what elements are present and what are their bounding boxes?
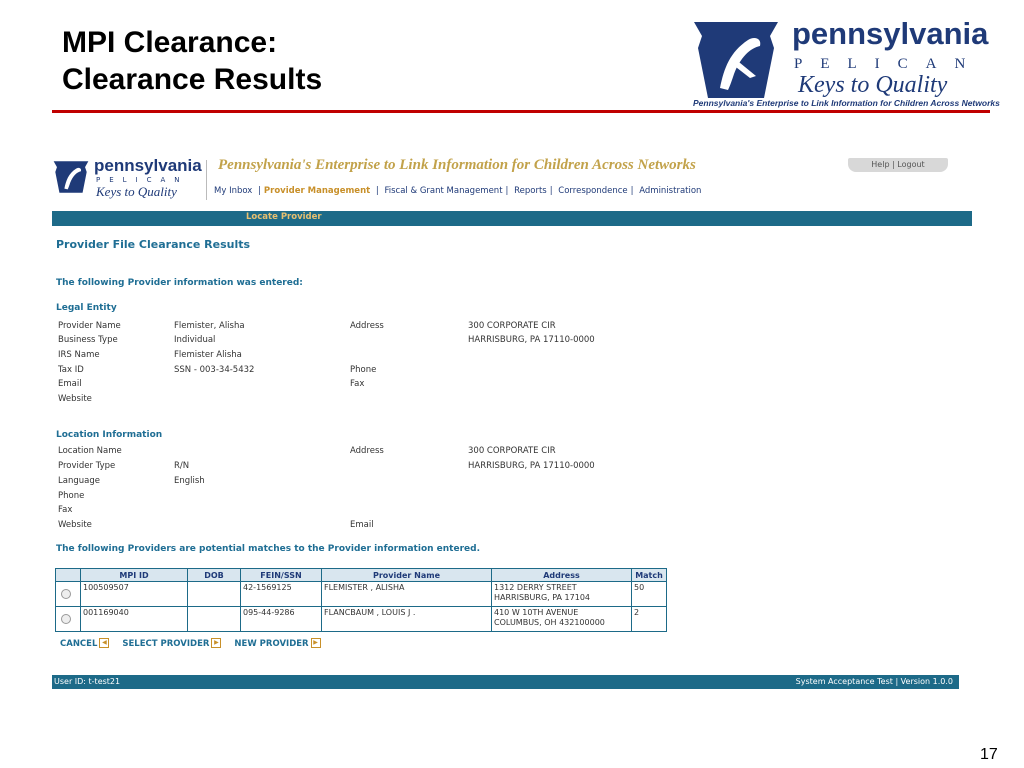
website-label: Website (58, 394, 92, 404)
brand-pelican: PELICAN (794, 56, 984, 72)
select-provider-button[interactable] (122, 639, 221, 649)
address-line2: HARRISBURG, PA 17104 (494, 593, 591, 602)
address-cell (492, 607, 632, 632)
address-line1: 1312 DERRY STREET (494, 583, 577, 592)
irs-name-value: Flemister Alisha (174, 350, 242, 360)
phone-label: Phone (350, 365, 377, 375)
app-screenshot (52, 150, 972, 695)
app-footer (52, 675, 959, 689)
provider-name-cell: FLANCBAUM , LOUIS J . (322, 607, 492, 632)
location-website-label: Website (58, 520, 92, 530)
nav-separator: | (630, 186, 634, 196)
main-nav (214, 186, 704, 196)
nav-my-inbox[interactable]: My Inbox (214, 186, 253, 196)
provider-type-label: Provider Type (58, 461, 116, 471)
col-header-dob: DOB (188, 569, 241, 582)
nav-provider-management[interactable]: Provider Management (263, 186, 371, 196)
dob-cell (188, 607, 241, 632)
email-label: Email (58, 379, 82, 389)
nav-separator: | (375, 186, 379, 196)
select-provider-label: SELECT PROVIDER (122, 638, 210, 649)
match-cell: 50 (632, 582, 667, 607)
slide-title-line1: MPI Clearance: (62, 26, 278, 59)
address-cell (492, 582, 632, 607)
location-fax-label: Fax (58, 505, 73, 515)
nav-correspondence[interactable]: Correspondence (558, 186, 628, 196)
matches-heading: The following Providers are potential matches to the Provider information entered. (56, 544, 480, 554)
language-label: Language (58, 476, 100, 486)
address-label: Address (350, 321, 384, 331)
select-radio[interactable] (61, 589, 71, 599)
location-phone-label: Phone (58, 491, 85, 501)
select-radio[interactable] (61, 614, 71, 624)
app-logo[interactable] (52, 156, 202, 206)
col-header-match: Match (632, 569, 667, 582)
help-logout-link[interactable]: Help | Logout (848, 158, 948, 172)
nav-fiscal-grant[interactable]: Fiscal & Grant Management (384, 186, 503, 196)
mpi-id-cell: 001169040 (81, 607, 188, 632)
table-row[interactable] (56, 607, 667, 632)
arrow-right-icon: ▶ (311, 638, 321, 648)
brand-keys-to-quality: Keys to Quality (798, 72, 948, 98)
action-bar (60, 638, 331, 649)
subnav-locate-provider[interactable]: Locate Provider (246, 212, 322, 222)
provider-type-value: R/N (174, 461, 190, 471)
system-version-text: System Acceptance Test | Version 1.0.0 (795, 677, 953, 686)
keystone-pelican-icon (690, 18, 782, 102)
slide-divider (52, 110, 990, 113)
arrow-left-icon: ◀ (99, 638, 109, 648)
location-address-label: Address (350, 446, 384, 456)
nav-separator: | (258, 186, 261, 196)
new-provider-button[interactable] (234, 639, 320, 649)
irs-name-label: IRS Name (58, 350, 100, 360)
provider-name-label: Provider Name (58, 321, 121, 331)
mpi-id-cell: 100509507 (81, 582, 188, 607)
select-cell (56, 607, 81, 632)
col-header-fein-ssn: FEIN/SSN (241, 569, 322, 582)
select-cell (56, 582, 81, 607)
fax-label: Fax (350, 379, 365, 389)
provider-name-value: Flemister, Alisha (174, 321, 245, 331)
select-col-header (56, 569, 81, 582)
sub-nav-bar (52, 211, 972, 226)
fein-ssn-cell: 42-1569125 (241, 582, 322, 607)
slide-title (62, 24, 322, 98)
pelican-brand-logo (690, 14, 1010, 108)
app-logo-pelican: PELICAN (96, 176, 189, 184)
cancel-label: CANCEL (60, 638, 98, 649)
app-logo-wordmark: pennsylvania (94, 156, 202, 175)
language-value: English (174, 476, 205, 486)
business-type-value: Individual (174, 335, 216, 345)
cancel-button[interactable] (60, 639, 109, 649)
page-title: Provider File Clearance Results (56, 238, 251, 251)
table-header-row (56, 569, 667, 582)
col-header-provider-name: Provider Name (322, 569, 492, 582)
location-address-line1: 300 CORPORATE CIR (468, 446, 556, 456)
app-banner: Pennsylvania's Enterprise to Link Information for Children Across Networks (218, 157, 696, 173)
arrow-right-icon: ▶ (211, 638, 221, 648)
tax-id-label: Tax ID (58, 365, 84, 375)
brand-tagline: Pennsylvania's Enterprise to Link Information for Children Across Networks (693, 98, 1000, 108)
entered-info-heading: The following Provider information was entered: (56, 278, 303, 288)
header-divider (206, 160, 207, 200)
col-header-address: Address (492, 569, 632, 582)
user-id-text: User ID: t-test21 (54, 677, 121, 686)
address-line1: 410 W 10TH AVENUE (494, 608, 579, 617)
legal-entity-heading: Legal Entity (56, 303, 117, 313)
address-line1: 300 CORPORATE CIR (468, 321, 556, 331)
fein-ssn-cell: 095-44-9286 (241, 607, 322, 632)
business-type-label: Business Type (58, 335, 118, 345)
nav-administration[interactable]: Administration (639, 186, 702, 196)
matches-table (55, 568, 667, 632)
address-line2: HARRISBURG, PA 17110-0000 (468, 335, 595, 345)
new-provider-label: NEW PROVIDER (234, 638, 309, 649)
match-cell: 2 (632, 607, 667, 632)
location-name-label: Location Name (58, 446, 122, 456)
nav-reports[interactable]: Reports (514, 186, 547, 196)
nav-separator: | (549, 186, 553, 196)
slide-title-line2: Clearance Results (62, 63, 323, 96)
dob-cell (188, 582, 241, 607)
nav-separator: | (505, 186, 509, 196)
col-header-mpi-id: MPI ID (81, 569, 188, 582)
location-info-heading: Location Information (56, 430, 163, 440)
location-email-label: Email (350, 520, 374, 530)
tax-id-value: SSN - 003-34-5432 (174, 365, 255, 375)
location-address-line2: HARRISBURG, PA 17110-0000 (468, 461, 595, 471)
keystone-pelican-icon (52, 158, 90, 196)
app-logo-keys: Keys to Quality (96, 184, 177, 199)
address-line2: COLUMBUS, OH 432100000 (494, 618, 605, 627)
page-number: 17 (980, 746, 998, 763)
brand-wordmark: pennsylvania (792, 16, 989, 51)
provider-name-cell: FLEMISTER , ALISHA (322, 582, 492, 607)
table-row[interactable] (56, 582, 667, 607)
